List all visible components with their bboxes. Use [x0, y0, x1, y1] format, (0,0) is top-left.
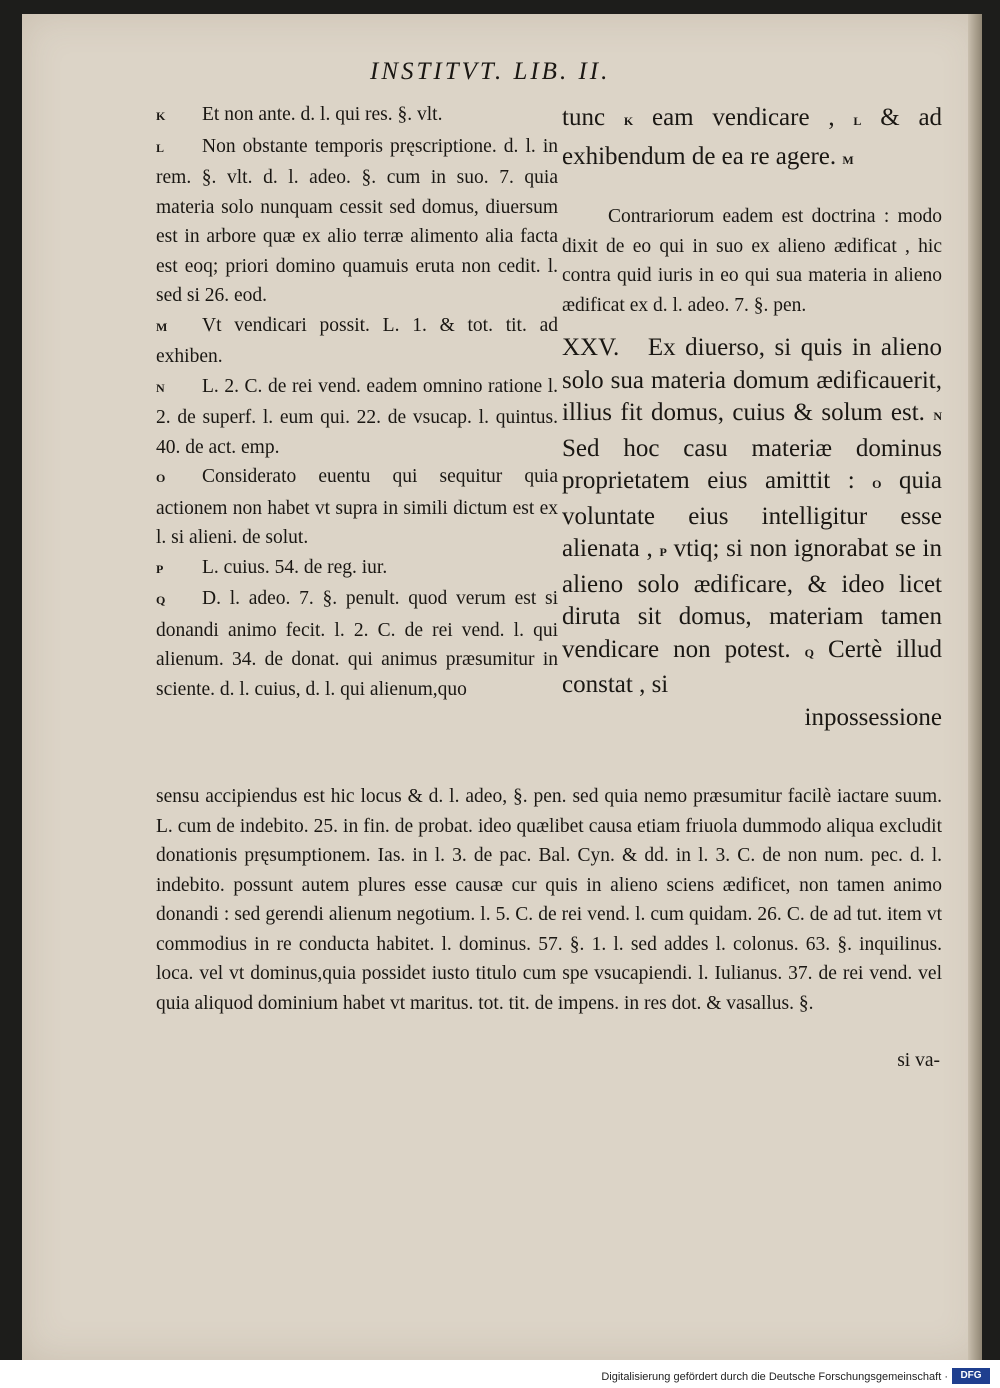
- note-text: Considerato euentu qui sequitur quia actionem non habet vt supra in simili dictum est ex l. si alieni. de solut.: [156, 466, 558, 548]
- left-notes-column: [156, 100, 558, 704]
- note-reference-o: O: [872, 477, 882, 491]
- section-numeral: XXV.: [562, 334, 620, 361]
- running-head: INSTITVT. LIB. II.: [370, 58, 611, 85]
- main-text-fragment: Ex diuerso, si quis in alieno solo sua materia domum ædificauerit, illius fit domus, cuius & solum est.: [562, 334, 943, 426]
- main-text-fragment: quia voluntate eius intelligitur esse alienata ,: [562, 467, 943, 562]
- main-text-continuation: inpossessione: [804, 703, 942, 731]
- note-text: Et non ante. d. l. qui res. §. vlt.: [202, 104, 443, 125]
- main-text-fragment: vtiq; si non ignorabat se in alieno solo ædificare, & ideo licet diruta sit domus, materiam tamen vendicare non potest.: [562, 535, 942, 663]
- dfg-logo-icon: DFG: [952, 1368, 990, 1384]
- main-text-column: [562, 100, 942, 734]
- note-text: L. 2. C. de rei vend. eadem omnino ratione l. 2. de superf. l. eum qui. 22. de vsucap. l. quintus. 40. de act. emp.: [156, 375, 558, 458]
- marginal-note-m: [156, 311, 558, 372]
- section-xxv-text: [562, 332, 942, 702]
- marginal-note-q: [156, 584, 558, 704]
- note-text: D. l. adeo. 7. §. penult. quod verum est si donandi animo fecit. l. 2. C. de rei vend. l. qui alienum. 34. de donat. qui animus præsumitur in sciente. d. l. cuius, d. l. qui alienum,quo: [156, 588, 558, 700]
- main-text-fragment: Sed hoc casu materiæ dominus proprietatem eius amittit :: [562, 434, 942, 494]
- note-reference-q: Q: [804, 645, 815, 660]
- marginal-note-k: [156, 100, 558, 132]
- main-text-fragment: Certè illud constat , si: [562, 635, 943, 698]
- page-edge: [968, 14, 982, 1360]
- note-marker: N: [156, 380, 165, 395]
- note-continuation: sensu accipiendus est hic locus & d. l. adeo, §. pen. sed quia nemo præsumitur facilè iactare suum. L. cum de indebito. 25. in fin. de probat. ideo quælibet causa etiam friuola dummodo aliqua excludit donationis pręsumptionem. Ias. in l. 3. de pac. Bal. Cyn. & dd. in l. 3. C. de non num. pec. d. l. indebito. possunt autem plures esse causæ cur quis in alieno sciens ædificet, non tamen animo donandi : sed gerendi alienum negotium. l. 5. C. de rei vend. l. cum quidam. 26. C. de ad tut. item vt commodius in re conducta habitet. l. dominus. 57. §. 1. l. sed addes l. colonus. 63. §. inquilinus. loca. vel vt dominus,quia possidet iusto titulo cum spe vsucapiendi. l. Iulianus. 37. de rei vend. vel quia aliquod dominium habet vt maritus. tot. tit. de impens. in res dot. & vasallus. §.: [156, 786, 942, 1014]
- note-text: L. cuius. 54. de reg. iur.: [202, 556, 388, 578]
- marginal-note-p: [156, 553, 558, 585]
- note-marker: O: [156, 471, 166, 485]
- marginal-note-o: [156, 462, 558, 553]
- main-text-top: [562, 100, 942, 178]
- footer-credit: Digitalisierung gefördert durch die Deutsche Forschungsgemeinschaft ·: [601, 1371, 948, 1383]
- marginal-note-n: [156, 372, 558, 463]
- note-text: Non obstante temporis pręscriptione. d. l. in rem. §. vlt. d. l. adeo. §. cum in suo. 7. quia materia solo nunquam cessit sed domus, diuersum est in arbore quæ ex alio terræ alimento alia facta est eoq; priori domino quamuis eruta non cedit. l. sed si 26. eod.: [156, 135, 558, 306]
- main-text-fragment: & ad exhibendum de ea re agere.: [562, 104, 943, 170]
- note-marker: P: [156, 561, 164, 576]
- marginal-note-l: [156, 132, 558, 311]
- note-marker: K: [156, 109, 166, 123]
- note-reference-l: L: [853, 114, 862, 128]
- note-marker: L: [156, 140, 165, 155]
- catchword: si va-: [897, 1050, 940, 1071]
- note-marker: M: [156, 319, 168, 334]
- main-text-fragment: eam vendicare ,: [651, 104, 835, 131]
- note-reference-k: K: [623, 114, 634, 128]
- note-reference-p: P: [659, 545, 667, 559]
- section-summary: Contrariorum eadem est doctrina : modo dixit de eo qui in suo ex alieno ædificat , hic contra quid iuris in eo qui sua materia in alieno ædificat ex d. l. adeo. 7. §. pen.: [562, 206, 942, 316]
- note-reference-n: N: [933, 409, 943, 423]
- note-reference-m: M: [842, 153, 854, 167]
- main-text-fragment: tunc: [562, 104, 606, 131]
- note-text: Vt vendicari possit. L. 1. & tot. tit. ad exhiben.: [156, 314, 558, 367]
- note-marker: Q: [156, 593, 166, 607]
